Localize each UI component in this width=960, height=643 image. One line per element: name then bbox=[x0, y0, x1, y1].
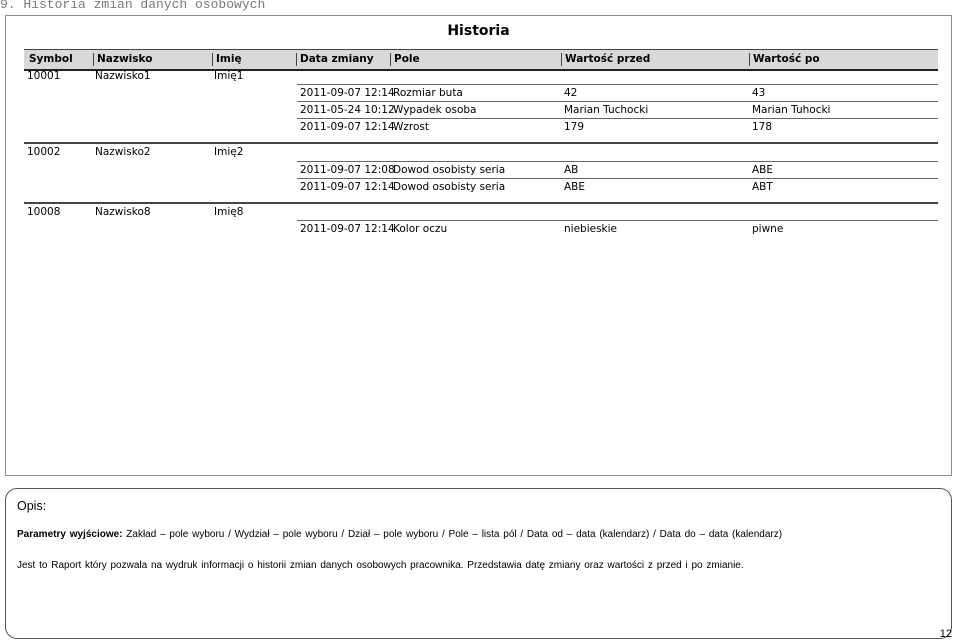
table-header bbox=[24, 49, 938, 71]
output-parameters-list: Zakład – pole wyboru / Wydział – pole wyboru / Dział – pole wyboru / Pole – lista pól / Data od – data (kalendarz) / Data do – data (kalendarz) bbox=[126, 529, 783, 540]
change-field: Dowod osobisty seria bbox=[393, 164, 506, 176]
change-separator bbox=[297, 220, 938, 221]
change-value-before: Marian Tuchocki bbox=[564, 104, 649, 116]
description-text: Jest to Raport który pozwala na wydruk informacji o historii zmian danych osobowych pracownika. Przedstawia datę zmiany oraz wartości z przed i po zmianie. bbox=[17, 560, 744, 571]
column-header-field: Pole bbox=[390, 53, 420, 66]
employee-surname: Nazwisko8 bbox=[95, 206, 151, 218]
change-value-after: piwne bbox=[752, 223, 784, 235]
change-value-after: 43 bbox=[752, 87, 766, 99]
employee-surname: Nazwisko1 bbox=[95, 70, 151, 82]
change-field: Kolor oczu bbox=[393, 223, 448, 235]
change-field: Dowod osobisty seria bbox=[393, 181, 506, 193]
report-preview bbox=[5, 15, 952, 476]
change-value-before: ABE bbox=[564, 181, 586, 193]
column-header-value-after: Wartość po bbox=[749, 53, 820, 66]
change-separator bbox=[297, 178, 938, 179]
change-field: Wypadek osoba bbox=[393, 104, 477, 116]
section-heading: 9. Historia zmian danych osobowych bbox=[0, 0, 266, 12]
report-title: Historia bbox=[447, 23, 510, 39]
change-date: 2011-09-07 12:14 bbox=[300, 223, 395, 235]
change-value-after: 178 bbox=[752, 121, 773, 133]
change-separator bbox=[297, 118, 938, 119]
change-value-before: 179 bbox=[564, 121, 585, 133]
column-header-first-name: Imię bbox=[212, 53, 242, 66]
change-date: 2011-09-07 12:14 bbox=[300, 87, 395, 99]
employee-symbol: 10002 bbox=[27, 146, 61, 158]
employee-first-name: Imię1 bbox=[214, 70, 244, 82]
employee-surname: Nazwisko2 bbox=[95, 146, 151, 158]
description-label: Opis: bbox=[17, 499, 47, 513]
change-value-before: 42 bbox=[564, 87, 578, 99]
change-date: 2011-09-07 12:14 bbox=[300, 121, 395, 133]
change-date: 2011-09-07 12:08 bbox=[300, 164, 395, 176]
output-parameters-title: Parametry wyjściowe: bbox=[17, 529, 123, 540]
change-value-before: niebieskie bbox=[564, 223, 618, 235]
employee-symbol: 10001 bbox=[27, 70, 61, 82]
change-field: Rozmiar buta bbox=[393, 87, 463, 99]
change-separator bbox=[297, 84, 938, 85]
employee-separator bbox=[24, 202, 938, 204]
change-value-after: ABT bbox=[752, 181, 773, 193]
employee-separator bbox=[24, 142, 938, 144]
column-header-symbol: Symbol bbox=[29, 53, 73, 65]
employee-symbol: 10008 bbox=[27, 206, 61, 218]
column-header-surname: Nazwisko bbox=[93, 53, 152, 66]
employee-first-name: Imię8 bbox=[214, 206, 244, 218]
page-number: 12 bbox=[939, 628, 952, 640]
description-box bbox=[5, 488, 952, 639]
change-value-after: Marian Tuhocki bbox=[752, 104, 831, 116]
change-value-before: AB bbox=[564, 164, 579, 176]
change-value-after: ABE bbox=[752, 164, 774, 176]
change-separator bbox=[297, 101, 938, 102]
column-header-value-before: Wartość przed bbox=[561, 53, 650, 66]
employee-first-name: Imię2 bbox=[214, 146, 244, 158]
change-separator bbox=[297, 161, 938, 162]
change-date: 2011-09-07 12:14 bbox=[300, 181, 395, 193]
output-parameters bbox=[17, 529, 782, 540]
change-field: Wzrost bbox=[393, 121, 429, 133]
column-header-change-date: Data zmiany bbox=[296, 53, 374, 66]
change-date: 2011-05-24 10:12 bbox=[300, 104, 395, 116]
